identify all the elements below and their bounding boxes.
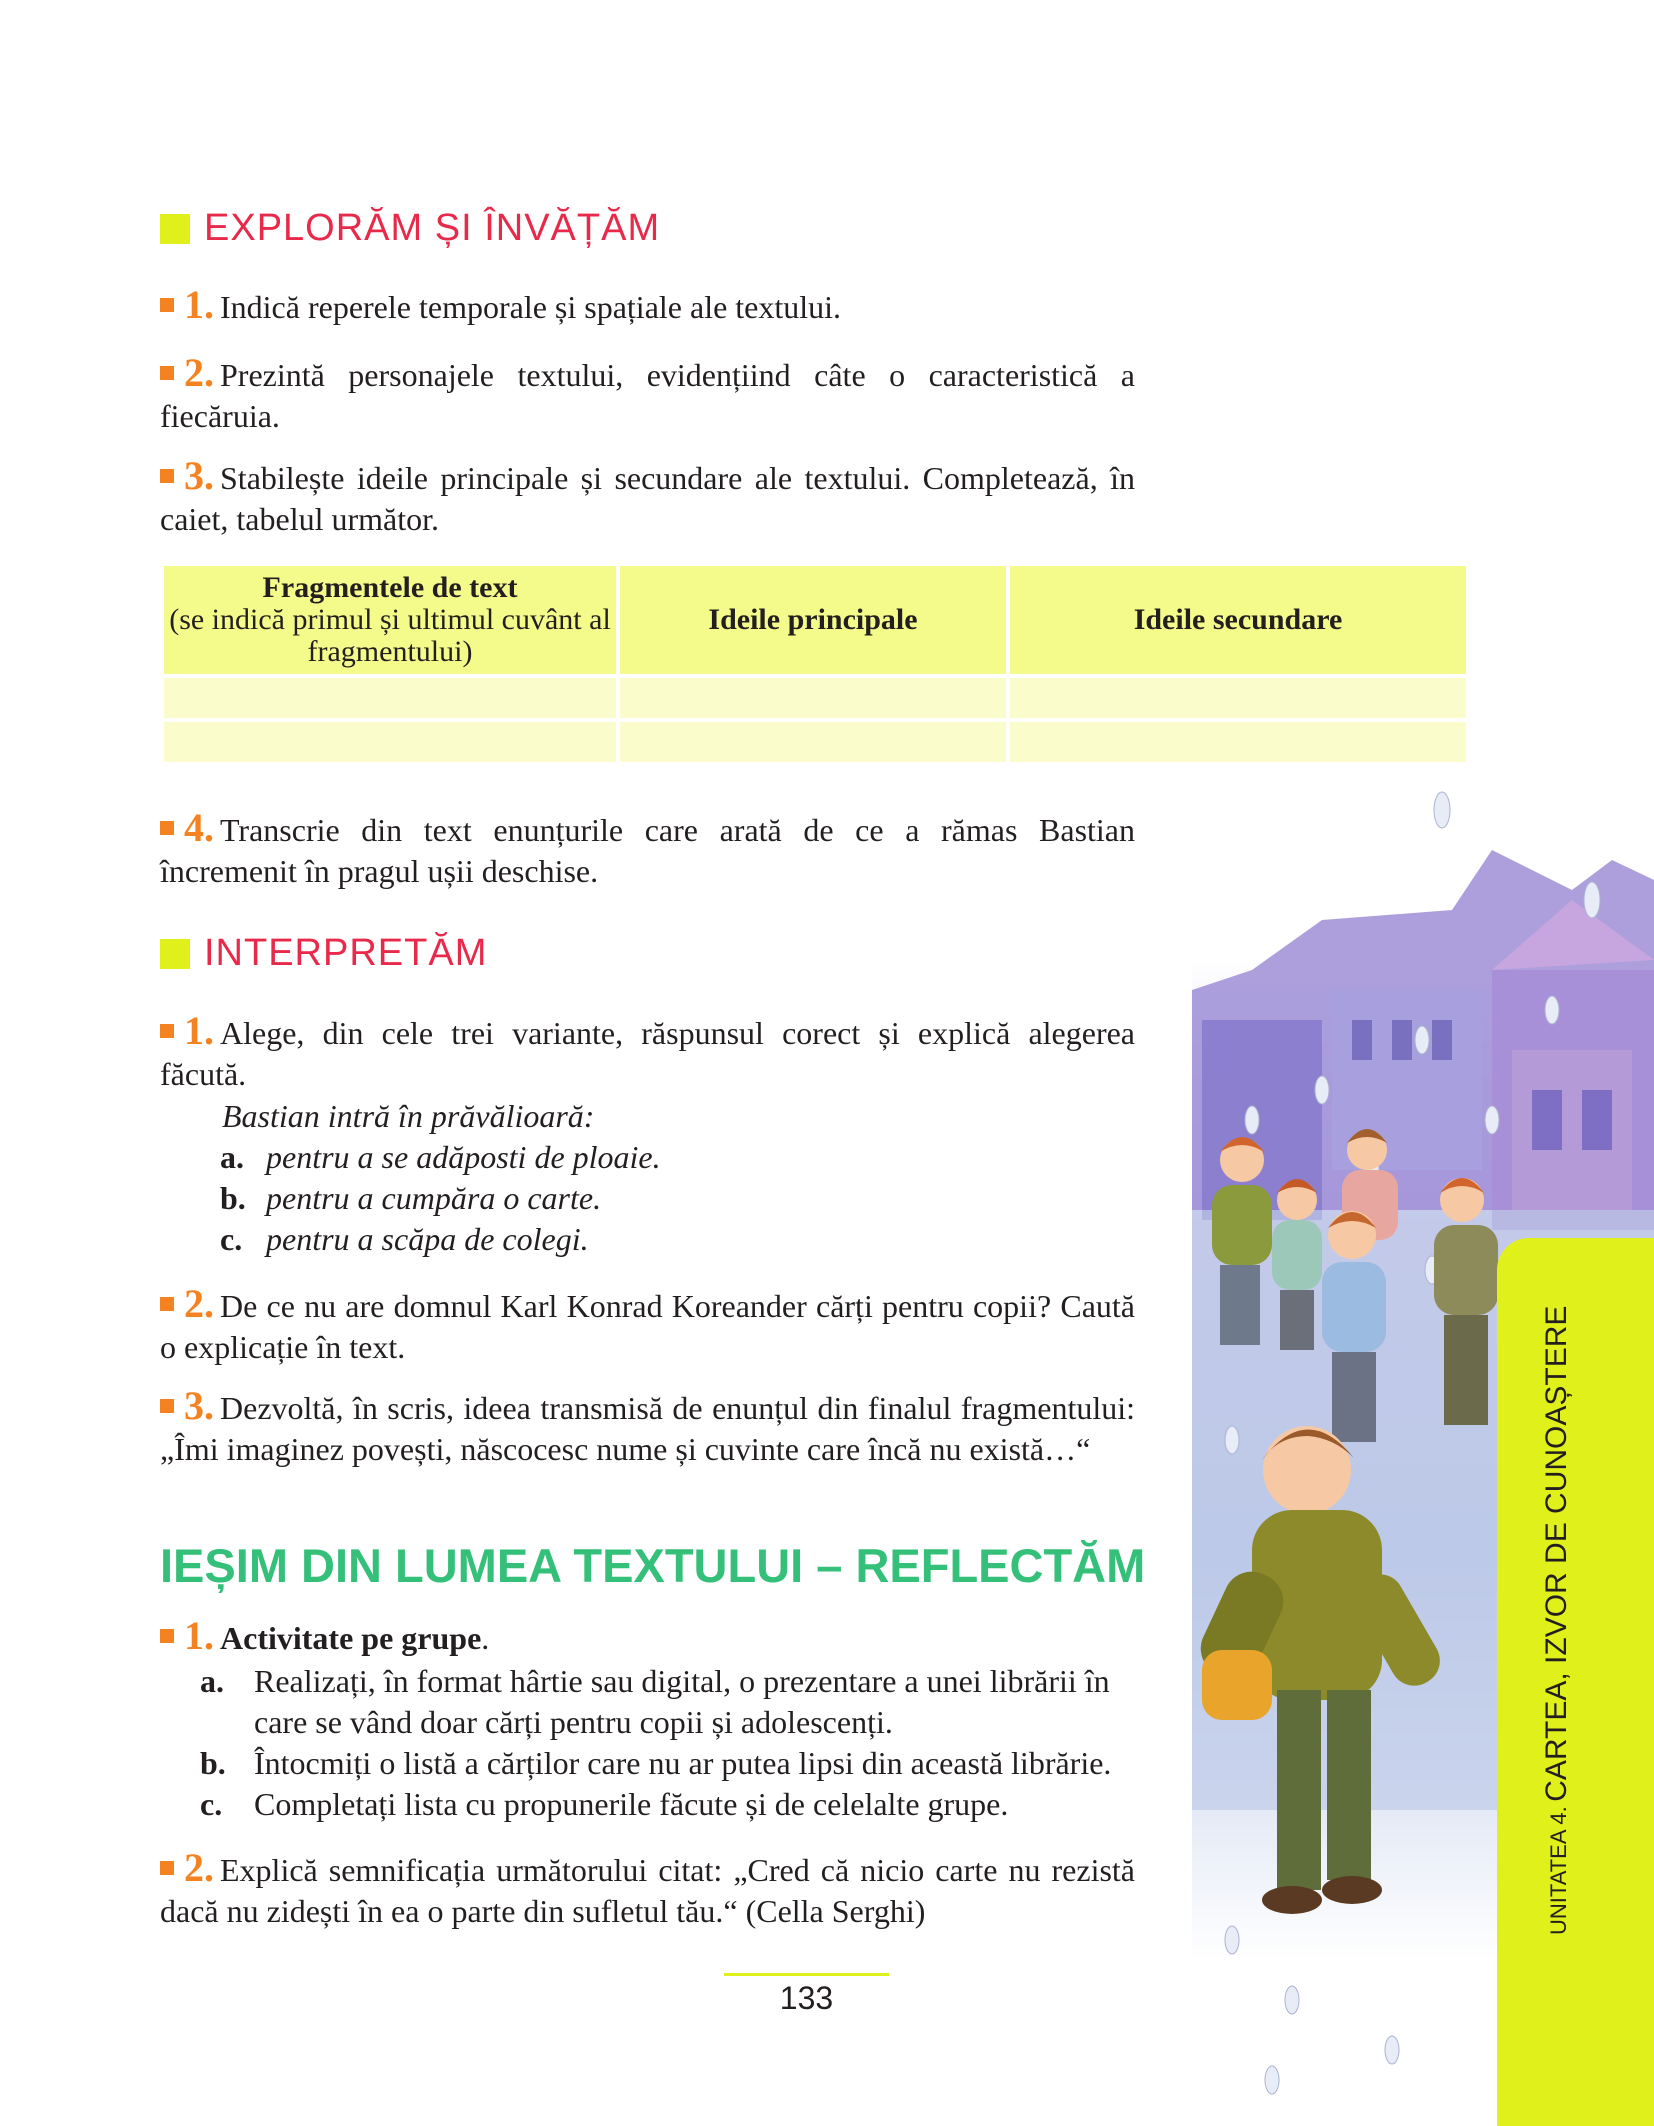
explore-question-3 [160, 455, 1135, 540]
interpret-question-3 [160, 1385, 1135, 1470]
bullet-square-icon [160, 1861, 174, 1875]
explore-question-1 [160, 284, 1135, 328]
interpret-question-2 [160, 1283, 1135, 1368]
header-subtitle: (se indică primul și ultimul cuvânt al fragmentului) [169, 603, 611, 668]
question-text: Explică semnificația următorului citat: „Cred că nicio carte nu rezistă dacă nu zidești în ea o parte din sufletul tău.“ (Cella Serghi) [160, 1852, 1135, 1929]
reflect-item-c: c. Completați lista cu propunerile făcute și de celelalte grupe. [200, 1786, 1009, 1822]
bullet-square-icon [160, 1297, 174, 1311]
bullet-square-icon [160, 469, 174, 483]
section-title: EXPLORĂM ȘI ÎNVĂȚĂM [204, 207, 661, 249]
explore-question-2 [160, 352, 1135, 437]
question-number: 1. [184, 1008, 214, 1053]
question-text: De ce nu are domnul Karl Konrad Koreander cărți pentru copii? Caută o explicație în text. [160, 1288, 1135, 1365]
table-header-secondary-ideas: Ideile secundare [1010, 566, 1466, 674]
bullet-square-icon [160, 1024, 174, 1038]
section-interpret-heading [160, 932, 487, 975]
reflect-item-b: b. Întocmiți o listă a cărților care nu ar putea lipsi din această librărie. [200, 1745, 1112, 1781]
bullet-square-icon [160, 1629, 174, 1643]
question-text: Transcrie din text enunțurile care arată de ce a rămas Bastian încremenit în pragul ușii deschise. [160, 812, 1135, 889]
page-number-rule [724, 1973, 889, 1976]
unit-sidebar [1497, 1238, 1654, 2126]
question-number: 1. [184, 282, 214, 327]
question-text: Stabilește ideile principale și secundare ale textului. Completează, în caiet, tabelul următor. [160, 460, 1135, 537]
question-number: 3. [184, 453, 214, 498]
question-text: Indică reperele temporale și spațiale ale textului. [220, 289, 842, 325]
reflect-question-1: 1. Activitate pe grupe. [160, 1615, 1135, 1659]
table-header-fragments [164, 566, 616, 674]
question-number: 2. [184, 1845, 214, 1890]
ideas-table [160, 562, 1470, 766]
page-number: 133 [779, 1980, 834, 2016]
option-c: c. pentru a scăpa de colegi. [220, 1221, 589, 1257]
question-number: 3. [184, 1383, 214, 1428]
bullet-square-icon [160, 366, 174, 380]
table-row [164, 678, 1466, 718]
unit-sidebar-label [1540, 1306, 1574, 1935]
interpret-question-1 [160, 1010, 1135, 1095]
question-number: 1. [184, 1613, 214, 1658]
section-explore-heading [160, 207, 660, 250]
options-prompt: Bastian intră în prăvălioară: [222, 1098, 595, 1134]
section-square-icon [160, 214, 190, 244]
bullet-square-icon [160, 821, 174, 835]
explore-question-4 [160, 807, 1135, 892]
table-row [164, 722, 1466, 762]
section-title: INTERPRETĂM [204, 932, 488, 974]
question-number: 2. [184, 1281, 214, 1326]
question-bold-text: Activitate pe grupe [220, 1620, 482, 1656]
option-a: a. pentru a se adăposti de ploaie. [220, 1139, 661, 1175]
question-text: Alege, din cele trei variante, răspunsul corect și explică alegerea făcută. [160, 1015, 1135, 1092]
section-square-icon [160, 939, 190, 969]
section-reflect-title: IEȘIM DIN LUMEA TEXTULUI – REFLECTĂM [160, 1539, 1146, 1592]
bullet-square-icon [160, 1399, 174, 1413]
bullet-square-icon [160, 298, 174, 312]
option-b: b. pentru a cumpăra o carte. [220, 1180, 602, 1216]
question-text: Dezvoltă, în scris, ideea transmisă de enunțul din finalul fragmentului: „Îmi imaginez povești, născocesc nume și cuvinte care încă nu există…“ [160, 1390, 1135, 1467]
question-number: 2. [184, 350, 214, 395]
question-number: 4. [184, 805, 214, 850]
question-text: Prezintă personajele textului, evidențiind câte o caracteristică a fiecăruia. [160, 357, 1135, 434]
reflect-question-2 [160, 1847, 1135, 1932]
reflect-item-a: a. Realizați, în format hârtie sau digital, o prezentare a unei librării în care se vând doar cărți pentru copii și adolescenți. [200, 1663, 1110, 1740]
header-title: Fragmentele de text [262, 571, 518, 604]
table-header-row [164, 566, 1466, 674]
unit-number: UNITATEA 4. [1546, 1806, 1571, 1935]
table-header-main-ideas: Ideile principale [620, 566, 1006, 674]
unit-title: CARTEA, IZVOR DE CUNOAȘTERE [1540, 1305, 1573, 1802]
